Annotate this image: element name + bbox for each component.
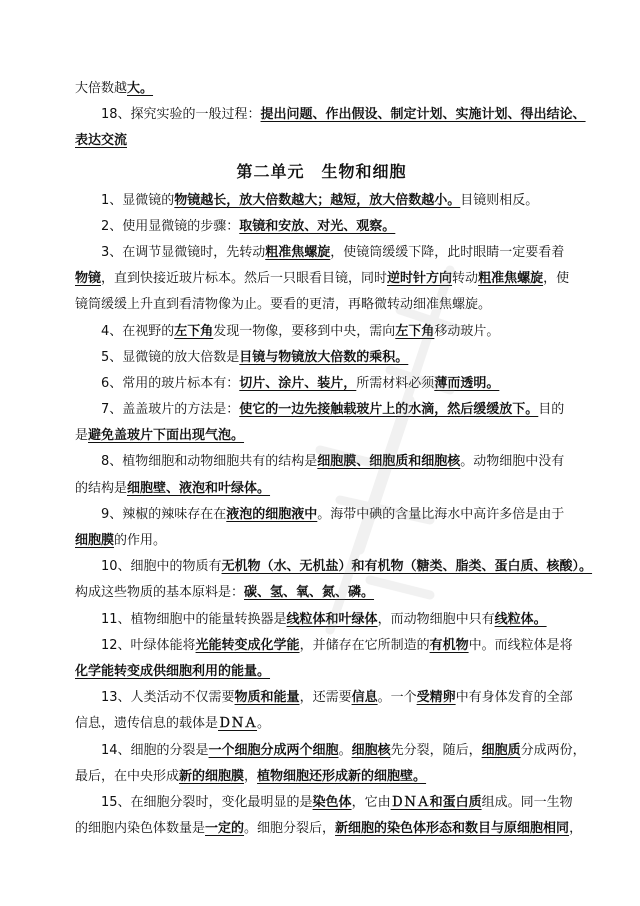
item-14-line-1	[75, 738, 586, 764]
text-run: ，	[569, 821, 583, 837]
key-term: 化学能转变成供细胞利用的能量。	[75, 663, 271, 679]
text-run: 10、细胞中的物质有	[101, 559, 222, 575]
key-term: ＤＮＡ和蛋白质	[390, 794, 482, 810]
key-term: 一定的	[205, 821, 245, 837]
key-term: 物质和能量	[234, 690, 300, 706]
line-prev-end	[75, 76, 568, 102]
item-13-line-2	[75, 711, 568, 737]
text-run: 的细胞内染色体数量是	[75, 821, 206, 837]
key-term: 粗准焦螺旋	[478, 271, 544, 287]
key-term: 薄而透明。	[434, 375, 500, 391]
text-run: 18、探究实验的一般过程：	[101, 107, 261, 123]
text-run: 13、人类活动不仅需要	[101, 690, 235, 706]
key-term: 目镜与物镜放大倍数的乘积。	[239, 349, 409, 365]
item-3-line-2	[75, 266, 568, 292]
key-term: 无机物（水、无机盐）和有机物（糖类、脂类、蛋白质、核酸）。	[221, 559, 593, 575]
text-run: 。海带中碘的含量比海水中高许多倍是由于	[317, 506, 565, 522]
key-term: 逆时针方向	[387, 271, 453, 287]
text-run: 1、显微镜的	[101, 192, 175, 208]
text-run: 镜筒缓缓上升直到看清物像为止。要看的更清，再略微转动细准焦螺旋。	[75, 297, 492, 313]
item-8-line-2	[75, 476, 568, 502]
item-9-line-1	[75, 502, 568, 528]
item-15-line-1	[75, 790, 573, 816]
key-term: 线粒体和叶绿体	[286, 611, 378, 627]
text-run: ，并储存在它所制造的	[299, 637, 430, 653]
text-run: 的作用。	[114, 533, 167, 548]
text-run: 6、常用的玻片标本有：	[101, 375, 240, 391]
text-run: 先分裂，随后，	[390, 742, 482, 758]
item-7-line-1	[75, 397, 568, 423]
key-term: 细胞膜	[75, 533, 115, 548]
key-term: 取镜和安放、对光、观察。	[239, 218, 396, 234]
key-term: 有机物	[429, 637, 469, 653]
text-run: 5、显微镜的放大倍数是	[101, 349, 240, 365]
text-run: 转动	[452, 271, 479, 287]
key-term: 细胞质	[481, 742, 521, 758]
key-term: 细胞膜、细胞质和细胞核	[317, 454, 461, 470]
text-run: 14、细胞的分裂是	[101, 742, 209, 758]
key-term: 左下角	[395, 323, 435, 339]
item-4-line-1	[75, 319, 568, 345]
text-run: 。动物细胞中没有	[460, 454, 565, 470]
text-run: 大倍数越	[75, 81, 128, 96]
key-term: 物镜越长，放大倍数越大；越短，放大倍数越小。	[174, 192, 461, 208]
key-term: 左下角	[174, 323, 214, 339]
item-6-line-1	[75, 371, 568, 397]
item-2-line-1	[75, 214, 568, 240]
text-run: 2、使用显微镜的步骤：	[101, 218, 240, 234]
key-term: 一个细胞分成两个细胞	[208, 742, 339, 758]
text-run: 第二单元 生物和细胞	[236, 161, 407, 181]
item-10-line-1	[75, 554, 593, 580]
text-run: 的结构是	[75, 480, 128, 496]
item-11-line-1	[75, 607, 568, 633]
text-run: 。	[338, 742, 352, 758]
text-run: 。细胞分裂后，	[244, 821, 336, 837]
text-run: 所需材料必须	[356, 375, 435, 391]
item-9-line-2	[75, 528, 568, 554]
text-run: 9、辣椒的辣味存在在	[101, 506, 227, 522]
text-run: 最后，在中央形成	[75, 768, 180, 784]
key-term: 使它的一边先接触载玻片上的水滴，然后缓缓放下。	[239, 402, 539, 418]
key-term: 染色体	[312, 794, 352, 810]
text-run: 目的	[538, 402, 565, 418]
text-run: 构成这些物质的基本原料是：	[75, 585, 245, 601]
key-term: 新的细胞膜	[179, 768, 245, 784]
key-term: 避免盖玻片下面出现气泡。	[88, 428, 245, 444]
key-term: 碳、氢、氧、氮、磷。	[244, 585, 375, 601]
text-run: 12、叶绿体能将	[101, 637, 196, 653]
text-run: 8、植物细胞和动物细胞共有的结构是	[101, 454, 318, 470]
item-18-line-2	[75, 128, 568, 154]
key-term: 新细胞的染色体形态和数目与原细胞相同	[335, 821, 570, 837]
key-term: 细胞核	[351, 742, 391, 758]
text-run: 中有身体发育的全部	[455, 690, 573, 706]
item-12-line-1	[75, 633, 573, 659]
item-3-line-3	[75, 292, 568, 318]
text-run: 。一个	[377, 690, 417, 706]
key-term: 信息	[351, 690, 378, 706]
text-run: 。	[257, 716, 271, 732]
item-7-line-2	[75, 423, 568, 449]
item-5-line-1	[75, 345, 568, 371]
item-10-line-2	[75, 580, 568, 606]
key-term: 细胞壁、液泡和叶绿体。	[127, 480, 271, 496]
text-run: 3、在调节显微镜时，先转动	[101, 244, 266, 260]
key-term: 提出问题、作出假设、制定计划、实施计划、得出结论、	[260, 107, 586, 123]
item-3-line-1	[75, 240, 568, 266]
item-12-line-2	[75, 659, 568, 685]
item-1-line-1	[75, 188, 568, 214]
key-term: 线粒体。	[494, 611, 547, 627]
text-run: 7、盖盖玻片的方法是：	[101, 402, 240, 418]
text-run: 目镜则相反。	[460, 192, 539, 208]
key-term: 光能转变成化学能	[195, 637, 300, 653]
key-term: ＤＮＡ	[218, 716, 258, 732]
text-run: ，直到快接近玻片标本。然后一只眼看目镜，同时	[101, 271, 388, 287]
key-term: 表达交流	[75, 133, 128, 149]
key-term: 植物细胞还形成新的细胞壁。	[257, 768, 427, 784]
text-run: ，使镜筒缓缓下降，此时眼睛一定要看着	[330, 244, 565, 260]
text-run: 分成两份，	[520, 742, 586, 758]
unit-title	[75, 157, 568, 187]
text-run: 4、在视野的	[101, 323, 175, 339]
item-18-line-1	[75, 102, 586, 128]
key-term: 物镜	[75, 271, 102, 287]
text-run: 发现一物像，要移到中央，需向	[213, 323, 396, 339]
text-run: 15、在细胞分裂时，变化最明显的是	[101, 794, 313, 810]
text-run: 组成。同一生物	[481, 794, 573, 810]
text-run: 移动玻片。	[434, 323, 500, 339]
text-run: ，使	[543, 271, 570, 287]
item-15-line-2	[75, 816, 583, 842]
key-term: 切片、涂片、装片，	[239, 375, 357, 391]
key-term: 液泡的细胞液中	[226, 506, 318, 522]
key-term: 受精卵	[416, 690, 456, 706]
text-run: 是	[75, 428, 89, 444]
item-8-line-1	[75, 449, 568, 475]
text-run: 信息，遗传信息的载体是	[75, 716, 219, 732]
text-run: ，还需要	[299, 690, 352, 706]
text-run: ，它由	[351, 794, 391, 810]
text-run: ，而动物细胞中只有	[377, 611, 495, 627]
item-13-line-1	[75, 685, 573, 711]
item-14-line-2	[75, 764, 568, 790]
key-term: 大。	[127, 81, 154, 96]
text-run: 11、植物细胞中的能量转换器是	[101, 611, 287, 627]
key-term: 粗准焦螺旋	[265, 244, 331, 260]
text-run: ，	[244, 768, 258, 784]
text-run: 中。而线粒体是将	[468, 637, 573, 653]
